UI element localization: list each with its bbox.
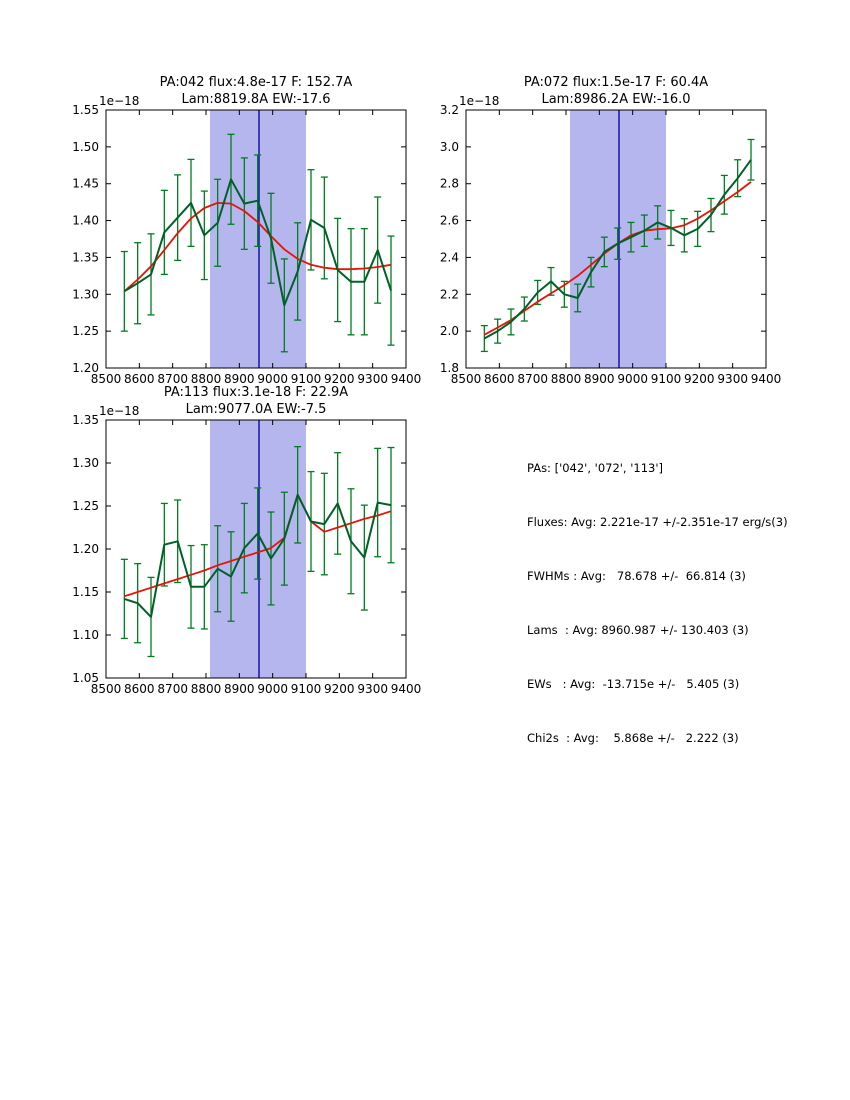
y-tick-label: 1.20 [72, 361, 99, 375]
x-tick-label: 8900 [224, 682, 255, 696]
y-tick-label: 1.35 [72, 250, 99, 265]
y-tick-label: 1.05 [72, 671, 99, 685]
y-tick-label: 1.25 [72, 324, 99, 339]
y-axis-offset-label: 1e−18 [99, 404, 140, 418]
stats-fluxes: Fluxes: Avg: 2.221e-17 +/-2.351e-17 erg/s(3) [527, 515, 788, 529]
y-tick-label: 1.50 [72, 139, 99, 154]
x-tick-label: 8500 [450, 372, 482, 386]
x-tick-label: 9000 [617, 372, 648, 386]
x-tick-label: 8500 [90, 682, 122, 696]
y-tick-label: 1.25 [72, 499, 99, 513]
y-tick-label: 2.4 [439, 250, 459, 265]
x-tick-label: 9100 [290, 682, 322, 696]
x-tick-label: 8500 [90, 372, 122, 386]
y-tick-label: 2.2 [439, 287, 459, 302]
x-tick-label: 9400 [750, 372, 782, 386]
plot2-title-line1: PA:072 flux:1.5e-17 F: 60.4A [523, 75, 709, 90]
x-tick-label: 8600 [124, 372, 155, 386]
y-tick-label: 1.30 [72, 456, 99, 470]
x-tick-label: 8700 [157, 682, 188, 696]
x-tick-label: 8800 [550, 372, 582, 386]
stats-lams: Lams : Avg: 8960.987 +/- 130.403 (3) [527, 623, 749, 637]
stats-pas: PAs: ['042', '072', '113'] [527, 461, 664, 475]
plot3-title-line2: Lam:9077.0A EW:-7.5 [185, 402, 327, 417]
y-tick-label: 1.55 [72, 103, 99, 117]
x-tick-label: 8800 [190, 682, 222, 696]
y-tick-label: 2.0 [439, 324, 459, 339]
y-tick-label: 1.15 [72, 585, 99, 599]
y-tick-label: 1.8 [439, 361, 459, 375]
x-tick-label: 8900 [224, 372, 255, 386]
plot2-title [466, 74, 766, 108]
x-tick-label: 9000 [257, 372, 288, 386]
x-tick-label: 8700 [157, 372, 188, 386]
x-tick-label: 8900 [584, 372, 615, 386]
y-tick-label: 3.2 [439, 103, 459, 117]
subplot-pa113 [72, 404, 421, 696]
y-tick-label: 1.30 [72, 287, 99, 302]
y-tick-label: 1.10 [72, 628, 99, 642]
x-tick-label: 8700 [517, 372, 548, 386]
stats-ews: EWs : Avg: -13.715e +/- 5.405 (3) [527, 677, 740, 691]
subplot-pa072 [440, 94, 781, 386]
x-tick-label: 9300 [717, 372, 748, 386]
y-tick-label: 2.6 [439, 213, 459, 228]
x-tick-label: 8600 [124, 682, 155, 696]
x-tick-label: 9400 [390, 372, 422, 386]
x-tick-label: 9100 [290, 372, 322, 386]
y-tick-label: 1.20 [72, 542, 99, 556]
x-tick-label: 9100 [650, 372, 682, 386]
x-tick-label: 9200 [324, 372, 355, 386]
plot1-title [106, 74, 406, 108]
x-tick-label: 9400 [390, 682, 422, 696]
y-tick-label: 1.45 [72, 176, 99, 191]
y-axis-offset-label: 1e−18 [459, 94, 500, 108]
stats-chi2s: Chi2s : Avg: 5.868e +/- 2.222 (3) [527, 731, 739, 745]
subplot-pa042 [72, 94, 421, 386]
x-tick-label: 9300 [357, 682, 388, 696]
y-tick-label: 2.8 [439, 176, 459, 191]
x-tick-label: 9300 [357, 372, 388, 386]
y-tick-label: 3.0 [439, 139, 459, 154]
y-tick-label: 1.35 [72, 413, 99, 427]
plot2-title-line2: Lam:8986.2A EW:-16.0 [541, 92, 691, 107]
plot3-title-line1: PA:113 flux:3.1e-18 F: 22.9A [163, 385, 349, 400]
stats-fwhms: FWHMs : Avg: 78.678 +/- 66.814 (3) [527, 569, 746, 583]
plot1-title-line2: Lam:8819.8A EW:-17.6 [181, 92, 331, 107]
x-tick-label: 9000 [257, 682, 288, 696]
y-axis-offset-label: 1e−18 [99, 94, 140, 108]
plot3-title [106, 384, 406, 418]
x-tick-label: 9200 [324, 682, 355, 696]
y-tick-label: 1.40 [72, 213, 99, 228]
x-tick-label: 8800 [190, 372, 222, 386]
x-tick-label: 8600 [484, 372, 515, 386]
stats-panel [527, 433, 788, 785]
x-tick-label: 9200 [684, 372, 715, 386]
plot1-title-line1: PA:042 flux:4.8e-17 F: 152.7A [159, 75, 353, 90]
